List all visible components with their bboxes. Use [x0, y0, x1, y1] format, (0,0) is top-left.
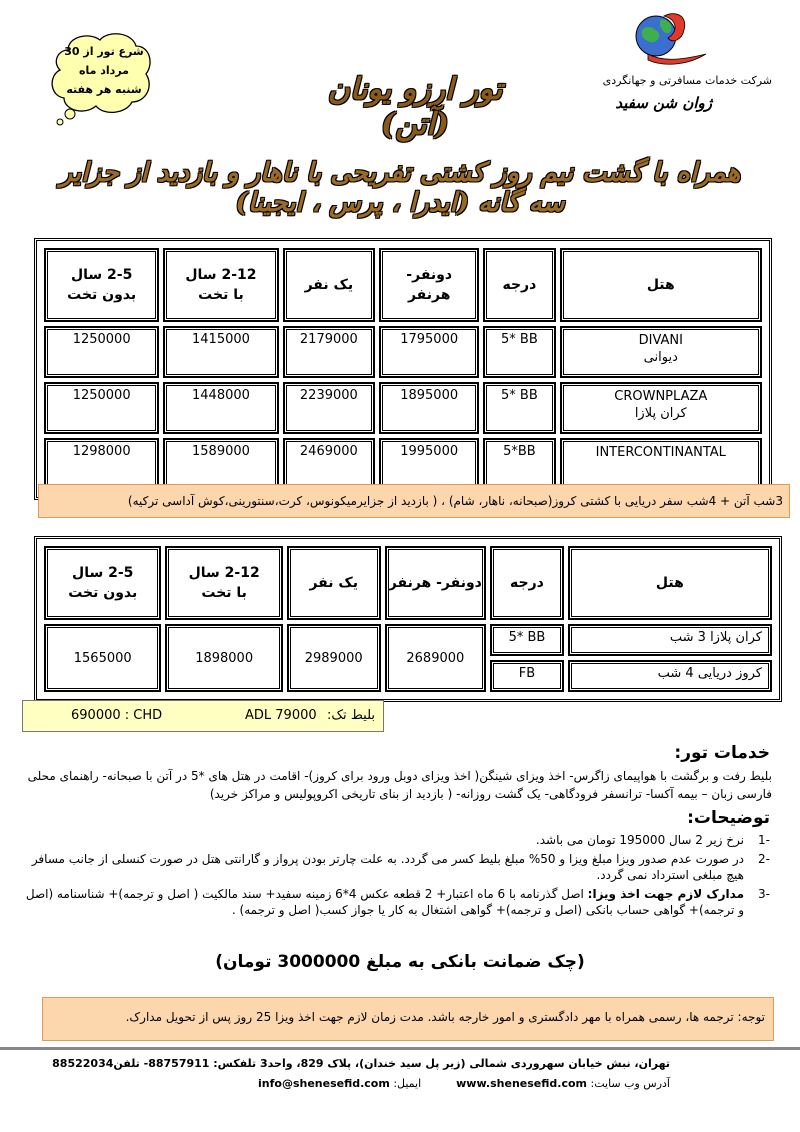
col-child-2-12 — [163, 248, 278, 322]
child12-price: 1415000 — [163, 326, 278, 378]
notice-text: توجه: ترجمه ها، رسمی همراه با مهر دادگستری و امور خارجه باشد. مدت زمان لازم جهت اخذ ویزا 25 روز پس از تحویل مدارک. — [125, 1010, 765, 1024]
col-child-2-5-label: 2-5 سال بدون تخت — [67, 267, 137, 303]
hotel-name: INTERCONTINANTAL — [595, 445, 726, 460]
hotel-name-fa: کران پلازا — [634, 406, 687, 421]
footer-divider — [0, 1047, 800, 1050]
col-hotel: هتل — [568, 546, 772, 620]
note-text: اصل گذرنامه با 6 ماه اعتبار+ 2 قطعه عکس 4*6 زمینه سفید+ سند مالکیت ( اصل و ترجمه)+ شناسنامه (اصل و ترجمه)+ گواهی حساب بانکی (اصل و ترجمه)+ گواهی اشتغال به کار یا جواز کسب( اصل و ترجمه) . — [25, 887, 744, 917]
child12-price: 1448000 — [163, 382, 278, 434]
bank-guarantee: (چک ضمانت بانکی به مبلغ 3000000 تومان) — [215, 952, 585, 972]
col-double: دونفر- هرنفر — [379, 248, 479, 322]
double-price: 1995000 — [379, 438, 479, 490]
col-child-2-5-label: 2-5 سال بدون تخت — [68, 565, 138, 601]
note-number: -2 — [758, 852, 770, 866]
cloud-line-3: شنبه هر هفته — [66, 83, 142, 96]
single-price: 2239000 — [283, 382, 376, 434]
child5-price: 1250000 — [44, 326, 159, 378]
degree-cell: FB — [490, 660, 564, 692]
notice-box — [42, 997, 774, 1041]
single-price: 2469000 — [283, 438, 376, 490]
note-number: -3 — [758, 887, 770, 901]
child12-price: 1898000 — [165, 624, 282, 692]
note-number: -1 — [758, 833, 770, 847]
hotel-cell — [560, 326, 762, 378]
child5-price: 1250000 — [44, 382, 159, 434]
services-text: بلیط رفت و برگشت با هواپیمای زاگرس- اخذ ویزای شینگن( اخذ ویزای دوبل ورود برای کروز)- اقامت در هتل های *5 در آتن با صبحانه- راهنمای محلی فارسی زبان – بیمه آکسا- ترانسفر فرودگاهی- یک گشت روزانه- ( بازدید از بنای تاریخی اکروپولیس و مراکز خرید) — [27, 769, 772, 801]
double-price: 1795000 — [379, 326, 479, 378]
notes-title: توضیحات: — [687, 808, 770, 828]
tour-title: تور ارزو یونان (آتن) — [327, 72, 503, 142]
note-text: نرخ زیر 2 سال 195000 تومان می باشد. — [535, 833, 744, 847]
col-double: دونفر- هرنفر — [385, 546, 487, 620]
hotel-cell — [560, 438, 762, 490]
table-header-row — [44, 546, 772, 620]
company-logo-icon — [628, 10, 708, 70]
double-price: 2689000 — [385, 624, 487, 692]
services-title: خدمات تور: — [674, 743, 770, 763]
website-label: آدرس وب سایت: — [590, 1077, 670, 1090]
note-text-wrap — [18, 886, 744, 918]
hotel-cell: کروز دریایی 4 شب — [568, 660, 772, 692]
table-row — [44, 382, 762, 434]
price-table-cruise — [34, 536, 782, 702]
col-degree: درجه — [483, 248, 555, 322]
degree-cell: 5* BB — [490, 624, 564, 656]
table-header-row — [44, 248, 762, 322]
table-row — [44, 326, 762, 378]
hotel-cell: کران پلازا 3 شب — [568, 624, 772, 656]
degree-cell: 5* BB — [483, 326, 555, 378]
ticket-adl: ADL 79000 — [245, 708, 317, 723]
child5-price: 1298000 — [44, 438, 159, 490]
ticket-box — [22, 700, 384, 732]
cloud-line-1: شرع تور از 30 — [64, 45, 144, 58]
child5-price: 1565000 — [44, 624, 161, 692]
note-text: در صورت عدم صدور ویزا مبلغ ویزا و 50% مبلغ بلیط کسر می گردد. به علت چارتر بودن پرواز و گارانتی هتل در صورت کنسلی از جانب مسافر هیچ مبلغی استرداد نمی گردد. — [31, 852, 744, 882]
table-row — [44, 624, 772, 656]
footer-address: تهران، نبش خیابان سهروردی شمالی (زیر پل سید خندان)، پلاک 829، واحد3 تلفکس: 88757911- تلفن88522034 — [52, 1057, 670, 1070]
col-child-2-5 — [44, 546, 161, 620]
cloud-text — [58, 42, 150, 99]
col-single: یک نفر — [283, 248, 376, 322]
col-child-2-12-label: 2-12 سال با تخت — [185, 267, 257, 303]
col-single: یک نفر — [287, 546, 381, 620]
note-item — [18, 886, 770, 918]
col-child-2-5 — [44, 248, 159, 322]
col-child-2-12-label: 2-12 سال با تخت — [188, 565, 260, 601]
email-link[interactable]: info@shenesefid.com — [258, 1077, 390, 1090]
website-link[interactable]: www.shenesefid.com — [456, 1077, 587, 1090]
degree-cell: 5*BB — [483, 438, 555, 490]
cruise-banner: 3شب آتن + 4شب سفر دریایی با کشتی کروز(صبحانه، ناهار، شام) ، ( بازدید از جزایرمیکونوس، کرت،سنتورینی،کوش آداسی ترکیه) — [38, 484, 790, 518]
hotel-name: DIVANI — [638, 333, 683, 348]
col-child-2-12 — [165, 546, 282, 620]
footer — [52, 1054, 670, 1094]
price-table-athens — [34, 238, 772, 500]
ticket-chd: 690000 : CHD — [71, 708, 163, 723]
hotel-name: CROWNPLAZA — [614, 389, 708, 404]
ticket-label: بلیط تک: — [327, 708, 375, 723]
footer-contacts — [52, 1074, 670, 1094]
single-price: 2179000 — [283, 326, 376, 378]
tour-subtitle: همراه با گشت نیم روز کشتی تفریحی با ناهار و بازدید از جزایر سه گانه (ایدرا ، پرس ، ایجینا) — [59, 158, 741, 218]
hotel-name-fa: دیوانی — [643, 350, 678, 365]
double-price: 1895000 — [379, 382, 479, 434]
note-bold: مدارک لازم جهت اخذ ویزا: — [587, 887, 744, 901]
col-degree: درجه — [490, 546, 564, 620]
col-hotel: هتل — [560, 248, 762, 322]
table-row — [44, 438, 762, 490]
note-item — [18, 851, 770, 883]
child12-price: 1589000 — [163, 438, 278, 490]
company-name: شرکت خدمات مسافرتی و جهانگردی — [602, 74, 772, 87]
hotel-cell — [560, 382, 762, 434]
single-price: 2989000 — [287, 624, 381, 692]
degree-cell: 5* BB — [483, 382, 555, 434]
notes-list — [18, 832, 770, 918]
email-label: ایمیل: — [393, 1077, 422, 1090]
brand-name: ژوان شن سفید — [615, 94, 712, 112]
note-item — [18, 832, 770, 848]
cloud-line-2: مرداد ماه — [79, 64, 129, 77]
